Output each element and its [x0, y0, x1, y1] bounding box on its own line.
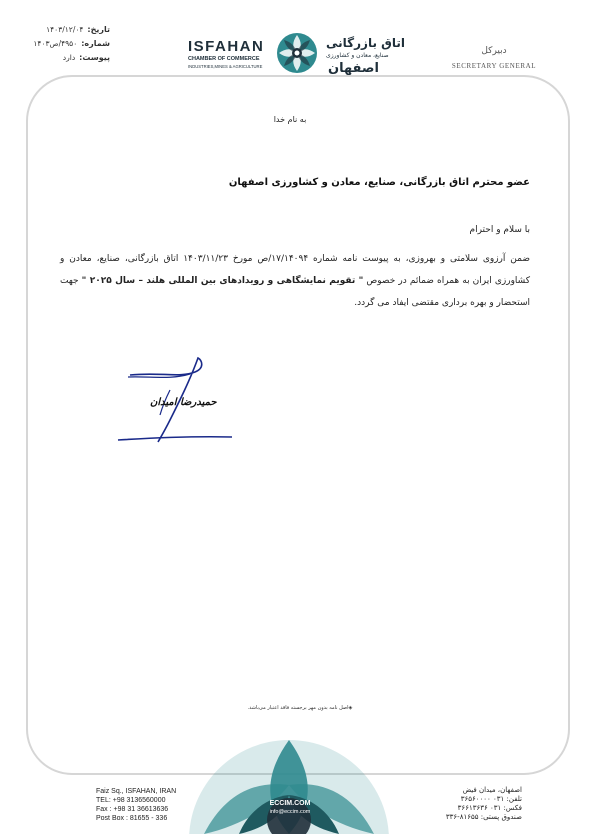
logo-english-subtitle: CHAMBER OF COMMERCE — [188, 56, 260, 62]
footer-contact-english — [96, 787, 176, 823]
date-row — [10, 22, 110, 36]
footer-emblem-icon — [184, 735, 394, 834]
signature — [110, 350, 240, 450]
body-part-2: جهت استحضار و بهره برداری مقتضی ایفاد می گردد. — [60, 276, 530, 308]
secretary-general-english: SECRETARY GENERAL — [451, 62, 537, 70]
bismillah: به نام خدا — [273, 115, 307, 124]
chamber-emblem-icon — [276, 32, 318, 74]
secretary-general-block — [449, 46, 539, 70]
footer-website: ECCIM.COM — [269, 800, 311, 807]
attachment-row — [10, 50, 110, 64]
number-value: ۴۹۵۰/ص۱۴۰۳ — [33, 38, 78, 48]
greeting-line: با سلام و احترام — [469, 225, 530, 235]
recipient-line: عضو محترم اتاق بازرگانی، صنایع، معادن و کشاورزی اصفهان — [228, 177, 530, 188]
stamp-notice: ◈اصل نامه بدون مهر برجسته فاقد اعتبار می‌باشد. — [247, 705, 353, 711]
letter-meta — [10, 22, 110, 64]
footer-contact-persian — [412, 786, 522, 822]
date-label: تاریخ: — [87, 24, 110, 34]
footer-email: info@eccim.com — [269, 809, 311, 815]
letter-body — [60, 248, 530, 314]
attachment-value: دارد — [62, 52, 76, 62]
logo-persian-title: اتاق بازرگانی — [326, 36, 405, 50]
footer-fax-fa: فکس: ۰۳۱ ۳۶۶۱۳۶۳۶ — [457, 804, 522, 812]
footer-tel-en: TEL: +98 3136560000 — [96, 797, 166, 804]
body-part-1: ضمن آرزوی سلامتی و بهروزی، به پیوست نامه شماره ۱۷/۱۴۰۹۴/ص مورخ ۱۴۰۳/۱۱/۲۳ اتاق بازرگانی، صنایع، معادن و کشاورزی ایران به همراه ضمائم در خصوص — [60, 254, 530, 286]
footer-address-en: Faiz Sq., ISFAHAN, IRAN — [96, 788, 177, 795]
footer-tel-fa: تلفن: ۰۳۱ ۳۶۵۶۰۰۰۰ — [460, 795, 522, 803]
date-value: ۱۴۰۳/۱۲/۰۴ — [46, 24, 84, 34]
logo-persian-city: اصفهان — [328, 61, 379, 76]
chamber-logo — [188, 30, 418, 80]
footer-address-fa: اصفهان، میدان فیض — [462, 786, 522, 794]
secretary-general-persian: دبیرکل — [481, 46, 507, 56]
body-bold-subject: " تقویم نمایشگاهی و رویدادهای بین المللی هلند – سال ۲۰۲۵ " — [81, 276, 364, 286]
number-label: شماره: — [81, 38, 110, 48]
logo-persian-subtitle: صنایع، معادن و کشاورزی — [326, 52, 389, 59]
logo-english-subtitle-2: INDUSTRIES,MINES & AGRICULTURE — [188, 64, 263, 69]
footer-pobox-fa: صندوق پستی: ۸۱۶۵۵-۳۳۶ — [445, 813, 522, 821]
footer-pobox-en: Post Box : 81655 - 336 — [96, 815, 168, 822]
footer-fax-en: Fax : +98 31 36613636 — [96, 806, 169, 813]
signature-name: حمیدرضا امیدان — [150, 397, 217, 408]
logo-english-title: ISFAHAN — [188, 38, 265, 55]
number-row — [10, 36, 110, 50]
attachment-label: پیوست: — [79, 52, 110, 62]
